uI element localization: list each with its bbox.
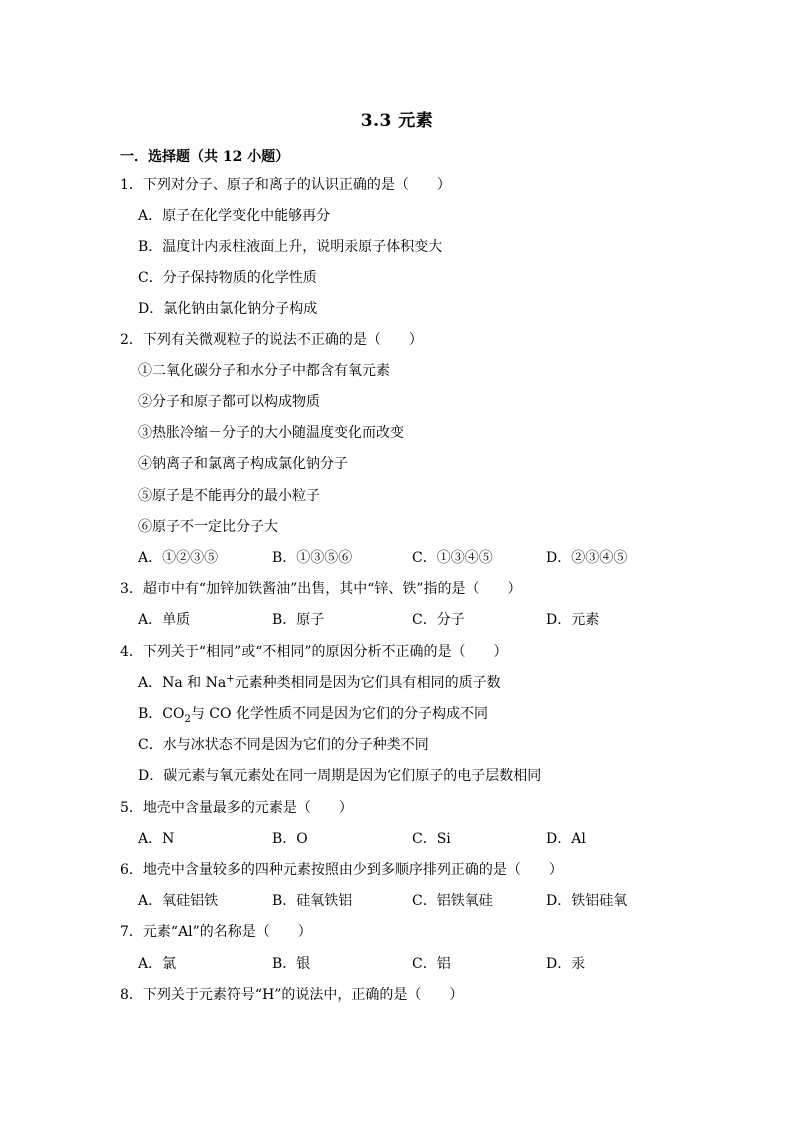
question-1-option-d: D．氯化钠由氯化钠分子构成 [138, 301, 318, 317]
question-5-option-b: B．O [272, 831, 308, 847]
section-header: 一．选择题（共 12 小题） [120, 149, 290, 165]
question-3-option-c: C．分子 [412, 612, 465, 628]
question-2-option-c: C．①③④⑤ [412, 550, 493, 566]
question-3-option-d: D．元素 [546, 612, 600, 628]
question-3-stem: 3．超市中有“加锌加铁酱油”出售，其中“锌、铁”指的是（ ） [120, 581, 522, 597]
page-title: 3.3 元素 [360, 111, 434, 131]
question-2-options [138, 549, 698, 567]
question-2-statement-6: ⑥原子不一定比分子大 [138, 519, 278, 535]
question-5-option-c: C．Si [412, 831, 451, 847]
question-5-stem: 5．地壳中含量最多的元素是（ ） [120, 800, 353, 816]
question-1-option-b: B．温度计内汞柱液面上升，说明汞原子体积变大 [138, 239, 443, 255]
question-5-option-d: D．Al [546, 831, 586, 847]
question-1-stem: 1．下列对分子、原子和离子的认识正确的是（ ） [120, 177, 451, 193]
question-3-option-b: B．原子 [272, 612, 325, 628]
question-4-option-d: D．碳元素与氧元素处在同一周期是因为它们原子的电子层数相同 [138, 768, 542, 784]
question-5-options [138, 830, 698, 848]
question-2-statement-3: ③热胀冷缩－分子的大小随温度变化而改变 [138, 425, 404, 441]
question-2-stem: 2．下列有关微观粒子的说法不正确的是（ ） [120, 332, 423, 348]
question-5-option-a: A．N [138, 831, 175, 847]
question-1-option-a: A．原子在化学变化中能够再分 [138, 208, 331, 224]
question-4-option-a: A．Na 和 Na+元素种类相同是因为它们具有相同的质子数 [138, 673, 501, 691]
question-6-options [138, 892, 698, 910]
question-6-option-a: A．氧硅铝铁 [138, 893, 219, 909]
question-6-option-b: B．硅氧铁铝 [272, 893, 353, 909]
question-2-statement-2: ②分子和原子都可以构成物质 [138, 394, 320, 410]
question-7-stem: 7．元素“Al”的名称是（ ） [120, 924, 312, 940]
question-7-option-c: C．铝 [412, 956, 451, 972]
question-2-option-a: A．①②③⑤ [138, 550, 219, 566]
question-4-option-c: C．水与冰状态不同是因为它们的分子种类不同 [138, 737, 429, 753]
question-2-statement-4: ④钠离子和氯离子构成氯化钠分子 [138, 456, 348, 472]
question-8-stem: 8．下列关于元素符号“H”的说法中，正确的是（ ） [120, 987, 464, 1003]
question-4-option-b: B．$CO_2$与 CO 化学性质不同是因为它们的分子构成不同 [138, 706, 488, 725]
question-2-option-d: D．②③④⑤ [546, 550, 628, 566]
question-4-stem: 4．下列关于“相同”或“不相同”的原因分析不正确的是（ ） [120, 644, 508, 660]
question-7-options [138, 955, 698, 973]
question-6-option-d: D．铁铝硅氧 [546, 893, 628, 909]
question-3-options [138, 611, 698, 629]
question-2-statement-1: ①二氧化碳分子和水分子中都含有氧元素 [138, 363, 390, 379]
question-2-statement-5: ⑤原子是不能再分的最小粒子 [138, 488, 320, 504]
question-2-option-b: B．①③⑤⑥ [272, 550, 353, 566]
question-6-stem: 6．地壳中含量较多的四种元素按照由少到多顺序排列正确的是（ ） [120, 862, 563, 878]
question-6-option-c: C．铝铁氧硅 [412, 893, 493, 909]
question-7-option-a: A．氯 [138, 956, 177, 972]
question-7-option-b: B．银 [272, 956, 311, 972]
question-1-option-c: C．分子保持物质的化学性质 [138, 270, 317, 286]
question-3-option-a: A．单质 [138, 612, 191, 628]
question-7-option-d: D．汞 [546, 956, 586, 972]
